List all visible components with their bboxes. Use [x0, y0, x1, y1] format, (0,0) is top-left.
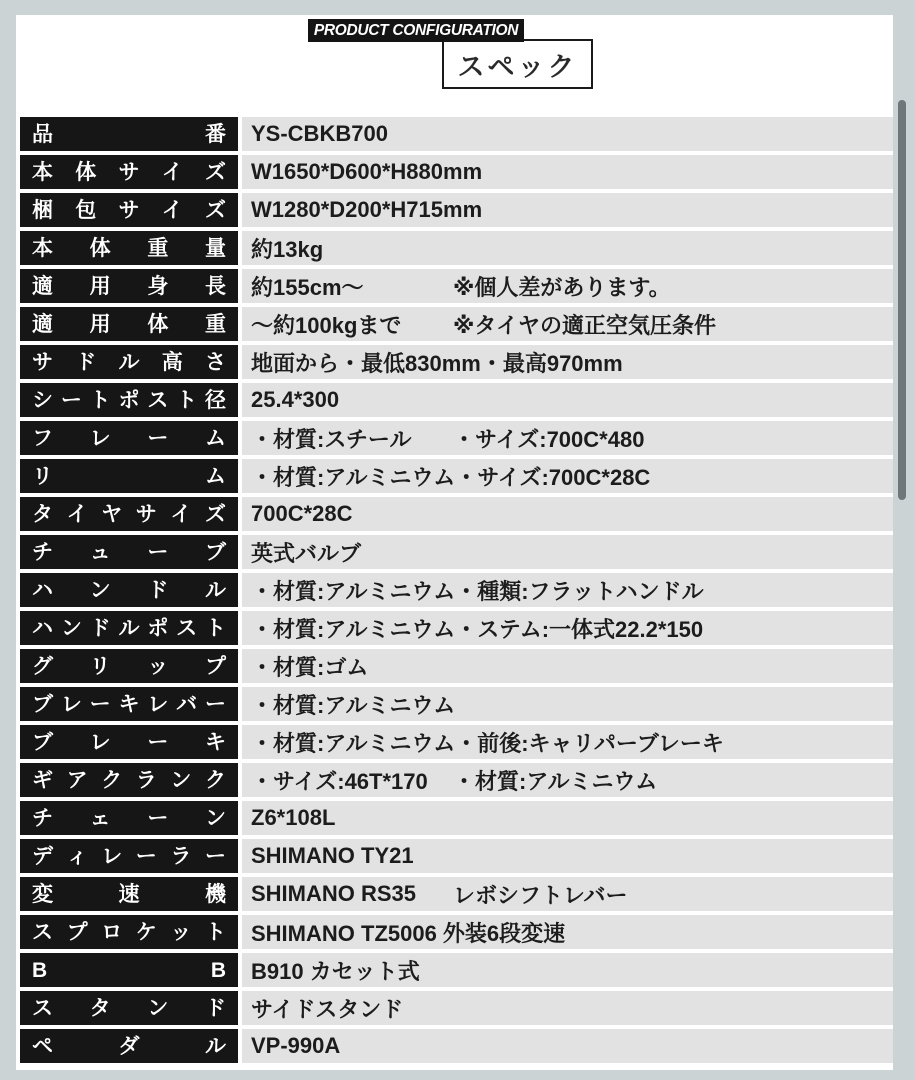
spec-row [20, 155, 893, 189]
spec-label: シ ー ト ポ ス ト 径 [32, 388, 226, 412]
spec-label-cell [20, 345, 238, 379]
spec-label: ブ レ ー キ レ バ ー [32, 692, 226, 716]
spec-label-cell [20, 231, 238, 265]
spec-value-secondary: ・材質:アルミニウム [453, 768, 658, 794]
spec-value-cell [242, 877, 893, 911]
spec-label-cell [20, 117, 238, 151]
spec-label: ブ レ ー キ [32, 730, 226, 754]
spec-label-cell [20, 991, 238, 1025]
spec-value: サイドスタンド [251, 996, 404, 1022]
spec-row [20, 383, 893, 417]
spec-value: W1650*D600*H880mm [251, 159, 483, 184]
spec-row [20, 231, 893, 265]
spec-row [20, 1029, 893, 1063]
spec-row [20, 953, 893, 987]
spec-label-cell [20, 193, 238, 227]
spec-title-box [442, 39, 593, 89]
spec-row [20, 345, 893, 379]
spec-label-cell [20, 877, 238, 911]
spec-label-cell [20, 611, 238, 645]
spec-label: B B [32, 958, 226, 982]
spec-row [20, 421, 893, 455]
spec-label: ハ ン ド ル ポ ス ト [32, 616, 226, 640]
spec-value-secondary: ・サイズ:700C*480 [453, 426, 645, 452]
spec-label-cell [20, 687, 238, 721]
spec-label: フ レ ー ム [32, 426, 226, 450]
spec-value-secondary: ・ステム:一体式22.2*150 [455, 616, 704, 642]
spec-value-cell [242, 535, 893, 569]
spec-row [20, 991, 893, 1025]
spec-row [20, 763, 893, 797]
spec-value-cell [242, 801, 893, 835]
spec-value-secondary: ・前後:キャリパーブレーキ [455, 730, 724, 756]
spec-label: ス プ ロ ケ ッ ト [32, 920, 226, 944]
spec-value: 地面から・最低830mm・最高970mm [251, 350, 623, 376]
spec-label: 本 体 重 量 [32, 236, 226, 260]
spec-value: SHIMANO TZ5006 外装6段変速 [251, 920, 566, 946]
spec-value-cell [242, 193, 893, 227]
spec-label-cell [20, 497, 238, 531]
spec-value: ・材質:アルミニウム [251, 692, 456, 718]
spec-value-cell [242, 345, 893, 379]
spec-row [20, 497, 893, 531]
spec-row [20, 649, 893, 683]
spec-value-secondary: ・サイズ:700C*28C [455, 464, 651, 490]
spec-value-cell [242, 649, 893, 683]
spec-value-cell [242, 459, 893, 493]
page-title: スペック [457, 51, 578, 82]
spec-label-cell [20, 573, 238, 607]
spec-label: 適 用 身 長 [32, 274, 226, 298]
spec-label: リ ム [32, 464, 226, 488]
spec-row [20, 877, 893, 911]
spec-label: デ ィ レ ー ラ ー [32, 844, 226, 868]
spec-row [20, 269, 893, 303]
product-configuration-label: PRODUCT CONFIGURATION [313, 21, 519, 39]
spec-row [20, 117, 893, 151]
spec-value: SHIMANO RS35 [251, 881, 417, 906]
spec-label-cell [20, 953, 238, 987]
spec-label: タ イ ヤ サ イ ズ [32, 502, 226, 526]
spec-label-cell [20, 269, 238, 303]
spec-row [20, 535, 893, 569]
spec-value: 700C*28C [251, 501, 353, 526]
spec-value: W1280*D200*H715mm [251, 197, 483, 222]
spec-value: ・材質:アルミニウム [251, 616, 456, 642]
spec-row [20, 459, 893, 493]
spec-label: チ ェ ー ン [32, 806, 226, 830]
spec-label-cell [20, 801, 238, 835]
spec-label: 変 速 機 [32, 882, 226, 906]
spec-value-cell [242, 269, 893, 303]
spec-label: 梱 包 サ イ ズ [32, 198, 226, 222]
spec-label-cell [20, 1029, 238, 1063]
spec-label-cell [20, 725, 238, 759]
spec-value: ・材質:ゴム [251, 654, 369, 680]
spec-value-cell [242, 991, 893, 1025]
spec-value: SHIMANO TY21 [251, 843, 414, 868]
spec-label: ハ ン ド ル [32, 578, 226, 602]
spec-value-cell [242, 231, 893, 265]
spec-label: 適 用 体 重 [32, 312, 226, 336]
spec-value-cell [242, 117, 893, 151]
spec-row [20, 573, 893, 607]
spec-value-cell [242, 1029, 893, 1063]
spec-value: 約155cm～ [251, 274, 364, 300]
spec-label: ギ ア ク ラ ン ク [32, 768, 226, 792]
spec-label-cell [20, 307, 238, 341]
spec-label-cell [20, 535, 238, 569]
spec-value-cell [242, 953, 893, 987]
spec-row [20, 307, 893, 341]
spec-label-cell [20, 155, 238, 189]
spec-value-cell [242, 687, 893, 721]
spec-row [20, 193, 893, 227]
spec-value: ・材質:スチール [251, 426, 412, 452]
spec-value: ～約100kgまで [251, 312, 402, 338]
spec-value-cell [242, 839, 893, 873]
spec-value-cell [242, 573, 893, 607]
scrollbar-thumb[interactable] [898, 100, 906, 500]
spec-value: 25.4*300 [251, 387, 340, 412]
spec-value-cell [242, 307, 893, 341]
spec-value-cell [242, 725, 893, 759]
spec-value: VP-990A [251, 1033, 341, 1058]
spec-value: ・材質:アルミニウム [251, 730, 456, 756]
spec-value: 約13kg [251, 236, 324, 262]
spec-value-note: ※個人差があります。 [453, 274, 671, 300]
spec-row [20, 801, 893, 835]
spec-value-secondary: レボシフトレバー [453, 882, 628, 908]
spec-value: ・サイズ:46T*170 [251, 768, 428, 794]
spec-label-cell [20, 915, 238, 949]
spec-label: ペ ダ ル [32, 1034, 226, 1058]
spec-label-cell [20, 649, 238, 683]
spec-value-secondary: ・種類:フラットハンドル [455, 578, 704, 604]
spec-value: Z6*108L [251, 805, 336, 830]
spec-value: 英式バルブ [251, 540, 362, 566]
product-configuration-badge [308, 19, 524, 42]
spec-row [20, 725, 893, 759]
spec-label: グ リ ッ プ [32, 654, 226, 678]
spec-value-cell [242, 421, 893, 455]
spec-label-cell [20, 459, 238, 493]
spec-row [20, 839, 893, 873]
spec-value-cell [242, 763, 893, 797]
spec-label: ス タ ン ド [32, 996, 226, 1020]
spec-row [20, 915, 893, 949]
spec-value-cell [242, 155, 893, 189]
spec-label-cell [20, 763, 238, 797]
spec-label: チ ュ ー ブ [32, 540, 226, 564]
spec-value-note: ※タイヤの適正空気圧条件 [453, 312, 716, 338]
spec-value: ・材質:アルミニウム [251, 464, 456, 490]
spec-value-cell [242, 611, 893, 645]
spec-value-cell [242, 497, 893, 531]
spec-value-cell [242, 915, 893, 949]
spec-label-cell [20, 421, 238, 455]
spec-row [20, 611, 893, 645]
spec-label: サ ド ル 高 さ [32, 350, 226, 374]
spec-table [20, 117, 893, 1063]
spec-value: YS-CBKB700 [251, 121, 388, 146]
spec-value: ・材質:アルミニウム [251, 578, 456, 604]
spec-row [20, 687, 893, 721]
spec-label-cell [20, 839, 238, 873]
spec-value-cell [242, 383, 893, 417]
spec-label: 本 体 サ イ ズ [32, 160, 226, 184]
content-panel [16, 15, 893, 1070]
spec-label-cell [20, 383, 238, 417]
spec-label: 品 番 [32, 122, 226, 146]
spec-value: B910 カセット式 [251, 958, 420, 984]
